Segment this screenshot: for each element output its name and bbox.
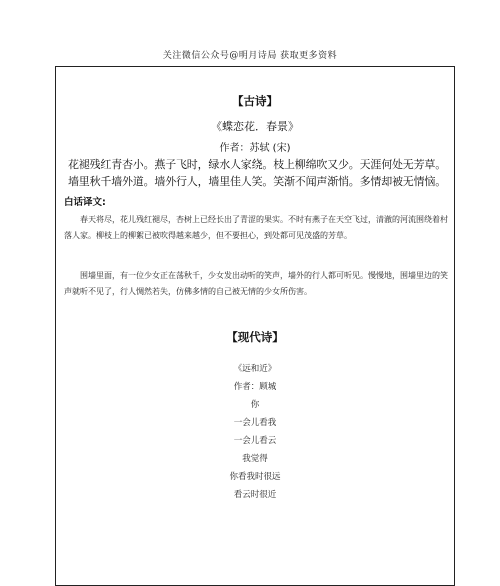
classical-poem-author: 作者：苏轼 (宋) [219, 143, 291, 154]
classical-poem-line-2: 墙里秋千墙外道。墙外行人，墙里佳人笑。笑渐不闻声渐悄。多情却被无情恼。 [68, 175, 446, 188]
modern-poem-line-2: 一会儿看我 [233, 418, 277, 428]
modern-poem-line-3: 一会儿看云 [233, 436, 277, 446]
document-page [55, 66, 455, 586]
translation-paragraph-1: 春天将尽，花儿残红褪尽，杏树上已经长出了青涩的果实。不时有燕子在天空飞过，清澈的河流围绕着村落人家。柳枝上的柳絮已被吹得越来越少，但不要担心，到处都可见茂盛的芳草。 [64, 215, 448, 240]
modern-poem-line-5: 你看我时很远 [229, 472, 281, 482]
modern-poem-line-4: 我觉得 [242, 454, 268, 464]
translation-paragraph-2: 围墙里面，有一位少女正在荡秋千，少女发出动听的笑声，墙外的行人都可听见。慢慢地，围墙里边的笑声就听不见了，行人惆然若失，仿佛多情的自己被无情的少女所伤害。 [64, 271, 448, 296]
modern-poem-line-6: 看云时很近 [233, 490, 277, 500]
modern-poem-heading: 【现代诗】 [226, 330, 284, 344]
classical-poem-title: 《蝶恋花．春景》 [211, 120, 299, 133]
modern-poem-line-1: 你 [250, 400, 260, 410]
modern-poem-author: 作者：顾城 [233, 382, 277, 392]
header-banner: 关注微信公众号@明月诗局 获取更多资料 [162, 51, 338, 61]
classical-poem-heading: 【古诗】 [232, 94, 278, 108]
classical-poem-line-1: 花褪残红青杏小。燕子飞时，绿水人家绕。枝上柳绵吹又少。天涯何处无芳草。 [68, 158, 446, 171]
translation-label: 白话译文: [64, 197, 106, 208]
modern-poem-title: 《远和近》 [233, 364, 277, 374]
